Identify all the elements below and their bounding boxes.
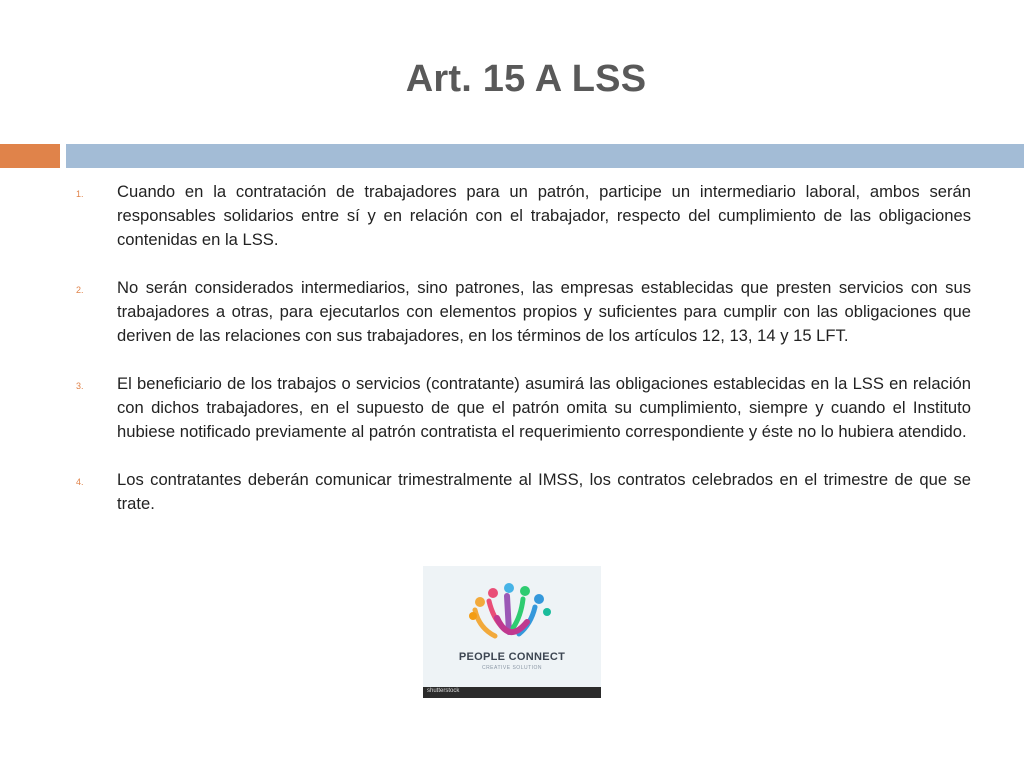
list-item [76,372,971,444]
image-footer-strip [423,687,601,698]
list-item [76,468,971,516]
list-item [76,180,971,252]
list-text: Cuando en la contratación de trabajadores para un patrón, participe un intermediario laboral, ambos serán responsables solidarios entre sí y en relación con el trabajador, respecto del cumplimiento de las obligaciones contenidas en la LSS. [117,182,971,249]
people-connect-image [423,566,601,698]
list-item [76,276,971,348]
accent-bar-blue [66,144,1024,168]
list-text: El beneficiario de los trabajos o servicios (contratante) asumirá las obligaciones establecidas en la LSS en relación con dichos trabajadores, en el supuesto de que el patrón omita su cumplimiento, siempre y cuando el Instituto hubiese notificado previamente al patrón contratista el requerimiento correspondiente y éste no lo hubiera atendido. [117,374,971,441]
list-number: 4. [76,477,84,487]
logo-caption: PEOPLE CONNECT [458,651,566,663]
list-text: Los contratantes deberán comunicar trimestralmente al IMSS, los contratos celebrados en el trimestre de que se trate. [117,470,971,513]
people-connect-logo-icon [423,566,601,652]
list-text: No serán considerados intermediarios, sino patrones, las empresas establecidas que presten servicios con sus trabajadores a otras, para ejecutarlos con elementos propios y suficientes para cumplir con las obligaciones que deriven de las relaciones con sus trabajadores, en los términos de los artículos 12, 13, 14 y 15 LFT. [117,278,971,345]
accent-bar-orange [0,144,60,168]
list-number: 2. [76,285,84,295]
list-number: 3. [76,381,84,391]
numbered-list [76,180,971,540]
logo-tagline: CREATIVE SOLUTION [481,665,543,671]
list-number: 1. [76,189,84,199]
watermark-text: shutterstock [427,688,460,694]
slide-title: Art. 15 A LSS [405,58,647,100]
